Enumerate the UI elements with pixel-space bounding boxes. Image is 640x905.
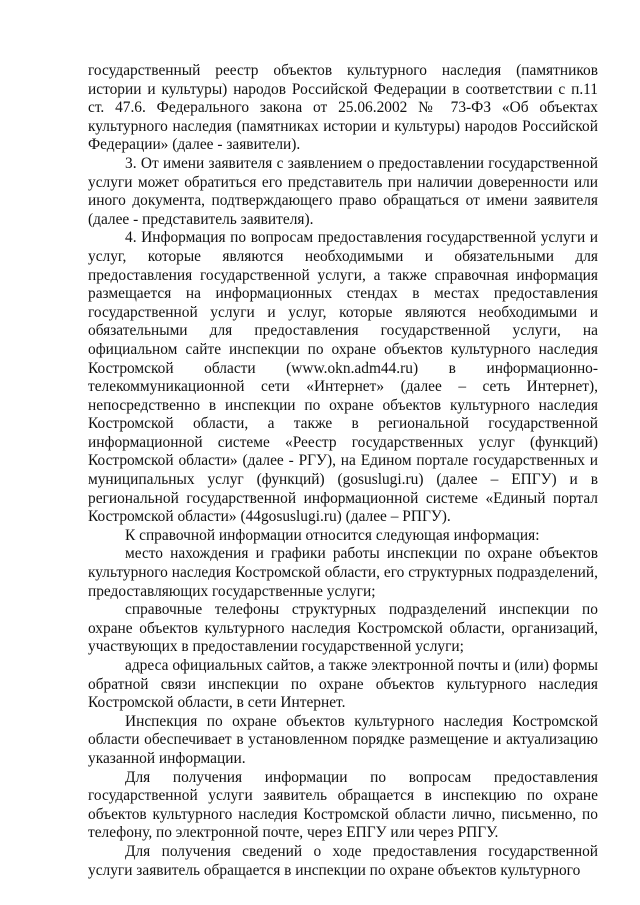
paragraph-reference-phones: справочные телефоны структурных подразделений инспекции по охране объектов культурного наследия Костромской области, организаций, участвующих в предоставлении государственной услуги; [88, 601, 598, 656]
paragraph-representative: 3. От имени заявителя с заявлением о предоставлении государственной услуги может обратиться его представитель при наличии доверенности или иного документа, подтверждающего право обращаться от имени заявителя (далее - представитель заявителя). [88, 154, 598, 228]
paragraph-reference-info-heading: К справочной информации относится следующая информация: [125, 526, 540, 544]
paragraph-location-schedule: место нахождения и графики работы инспекции по охране объектов культурного наследия Костромской области, его структурных подразделений, предоставляющих государственные услуги; [88, 545, 598, 600]
paragraph-inspection-updates: Инспекция по охране объектов культурного наследия Костромской области обеспечивает в установленном порядке размещение и актуализацию указанной информации. [88, 712, 598, 767]
paragraph-websites-email: адреса официальных сайтов, а также электронной почты и (или) формы обратной связи инспекции по охране объектов культурного наследия Костромской области, в сети Интернет. [88, 657, 598, 712]
paragraph-progress-information: Для получения сведений о ходе предоставления государственной услуги заявитель обращается в инспекции по охране объектов культурного [88, 842, 598, 879]
document-page [88, 62, 598, 880]
paragraph-how-to-get-information: Для получения информации по вопросам предоставления государственной услуги заявитель обращается в инспекцию по охране объектов культурного наследия Костромской области лично, письменно, по телефону, по электронной почте, через ЕПГУ или через РПГУ. [88, 768, 598, 842]
paragraph-applicants-continued: государственный реестр объектов культурного наследия (памятников истории и культуры) народов Российской Федерации в соответствии с п.11 ст. 47.6. Федерального закона от 25.06.2002 № 73-ФЗ «Об объектах культурного наследия (памятниках истории и культуры) народов Российской Федерации» (далее - заявители). [88, 62, 598, 154]
paragraph-information-placement: 4. Информация по вопросам предоставления государственной услуги и услуг, которые являются необходимыми и обязательными для предоставления государственной услуги, а также справочная информация размещается на информационных стендах в местах предоставления государственной услуги и услуг, которые являются необходимыми и обязательными для предоставления государственной услуги, на официальном сайте инспекции по охране объектов культурного наследия Костромской области (www.okn.adm44.ru) в информационно-телекоммуникационной сети «Интернет» (далее – сеть Интернет), непосредственно в инспекции по охране объектов культурного наследия Костромской области, а также в региональной государственной информационной системе «Реестр государственных услуг (функций) Костромской области» (далее - РГУ), на Едином портале государственных и муниципальных услуг (функций) (gosuslugi.ru) (далее – ЕПГУ) и в региональной государственной информационной системе «Единый портал Костромской области» (44gosuslugi.ru) (далее – РПГУ). [88, 229, 598, 526]
